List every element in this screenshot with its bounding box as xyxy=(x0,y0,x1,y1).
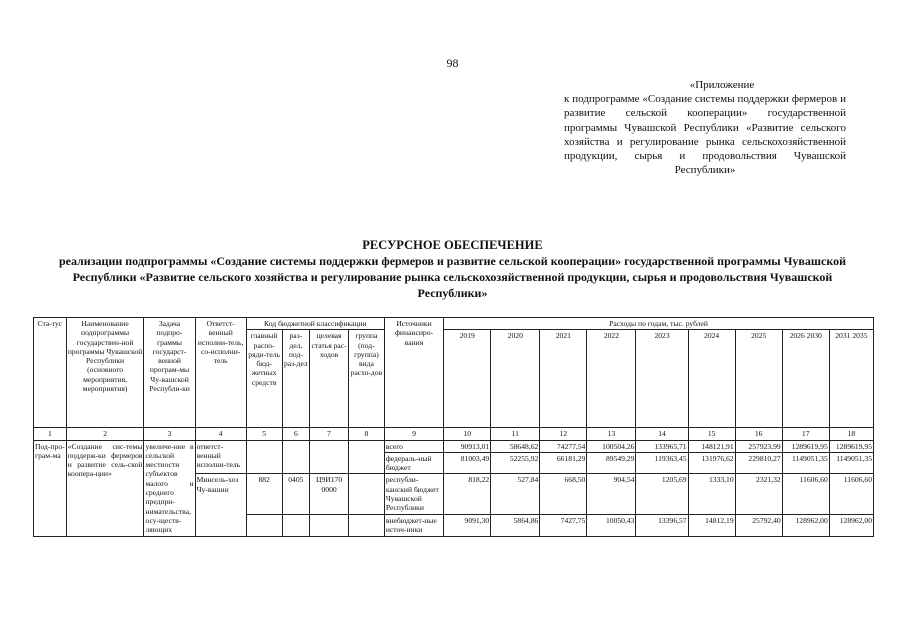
header-year: 2025 xyxy=(735,330,782,428)
value-cell: 1289619,95 xyxy=(829,440,873,452)
header-bcc-section: раз-дел, под-раз-дел xyxy=(282,330,310,428)
row-executor-role: ответст-венный исполни-тель xyxy=(195,440,246,474)
column-number: 7 xyxy=(310,428,349,440)
code-cell-empty xyxy=(282,514,310,536)
header-bcc-target: целевая статья рас-ходов xyxy=(310,330,349,428)
value-cell: 81003,49 xyxy=(444,452,491,474)
code-cell-empty xyxy=(310,514,349,536)
column-number-row xyxy=(34,428,874,440)
code-section: 0405 xyxy=(282,474,310,514)
header-bcc: Код бюджетной классификации xyxy=(246,318,384,330)
value-cell: 7427,75 xyxy=(540,514,587,536)
header-year: 2026 2030 xyxy=(782,330,829,428)
header-bcc-group: группа (под-группа) вида расхо-дов xyxy=(349,330,385,428)
column-number: 17 xyxy=(782,428,829,440)
code-main: 882 xyxy=(246,474,282,514)
row-status: Под-про-грам-ма xyxy=(34,440,67,536)
column-number: 9 xyxy=(384,428,443,440)
value-cell: 74277,54 xyxy=(540,440,587,452)
header-year: 2022 xyxy=(587,330,636,428)
source-label: всего xyxy=(384,440,443,452)
header-executor: Ответст-венный исполни-тель, со-исполни-тель xyxy=(195,318,246,428)
header-year: 2031 2035 xyxy=(829,330,873,428)
value-cell: 1205,69 xyxy=(636,474,688,514)
row-task: увеличе-ние в сельской местности субъектов малого и среднего предпри-нимательства, осу-ществ-ляющих xyxy=(145,441,194,535)
column-number: 1 xyxy=(34,428,67,440)
row-name: «Создание сис-темы поддерж-ки фермеров и развитие сель-ской коопера-ции» xyxy=(66,440,144,536)
header-sources: Источники финансиро-вания xyxy=(384,318,443,428)
value-cell: 818,22 xyxy=(444,474,491,514)
value-cell: 1149051,35 xyxy=(782,452,829,474)
header-bcc-main: главный распо-ряди-тель бюд-жетных средств xyxy=(246,330,282,428)
code-cell-empty xyxy=(349,440,385,474)
code-cell-empty xyxy=(282,440,310,474)
column-number: 4 xyxy=(195,428,246,440)
value-cell: 100504,26 xyxy=(587,440,636,452)
resource-table xyxy=(33,317,874,537)
value-cell: 904,54 xyxy=(587,474,636,514)
value-cell: 13396,57 xyxy=(636,514,688,536)
value-cell: 5864,86 xyxy=(491,514,540,536)
column-number: 6 xyxy=(282,428,310,440)
source-label: внебюджет-ные источ-ники xyxy=(384,514,443,536)
code-target: Ц9И170 0000 xyxy=(310,474,349,514)
value-cell: 148121,91 xyxy=(688,440,735,452)
code-cell-empty xyxy=(310,440,349,474)
header-status: Ста-тус xyxy=(34,318,67,428)
appendix-body: к подпрограмме «Создание системы поддержки фермеров и развитие сельской кооперации» государственной программы Чувашской Республики «Развитие сельского хозяйства и регулирование рынка сельскохозяйственной продукции, сырья и продовольствия Чувашской Республики» xyxy=(564,93,846,177)
code-group xyxy=(349,474,385,514)
column-number: 3 xyxy=(144,428,195,440)
column-number: 13 xyxy=(587,428,636,440)
value-cell: 58648,62 xyxy=(491,440,540,452)
value-cell: 90913,01 xyxy=(444,440,491,452)
value-cell: 89549,29 xyxy=(587,452,636,474)
header-year: 2023 xyxy=(636,330,688,428)
value-cell: 10050,43 xyxy=(587,514,636,536)
value-cell: 2321,32 xyxy=(735,474,782,514)
table-row xyxy=(34,440,874,452)
column-number: 15 xyxy=(688,428,735,440)
source-label: федераль-ный бюджет xyxy=(384,452,443,474)
header-year: 2021 xyxy=(540,330,587,428)
value-cell: 527,84 xyxy=(491,474,540,514)
value-cell: 257923,99 xyxy=(735,440,782,452)
column-number: 16 xyxy=(735,428,782,440)
header-row-1 xyxy=(34,318,874,330)
value-cell: 229810,27 xyxy=(735,452,782,474)
value-cell: 119363,45 xyxy=(636,452,688,474)
value-cell: 52255,92 xyxy=(491,452,540,474)
column-number: 5 xyxy=(246,428,282,440)
title-subtitle: реализации подпрограммы «Создание системы поддержки фермеров и развитие сельской кооперации» государственной программы Чувашской Республики «Развитие сельского хозяйства и регулирование рынка сельскохозяйственной продукции, сырья и продовольствия Чувашской Республики» xyxy=(58,254,847,300)
value-cell: 128962,00 xyxy=(829,514,873,536)
document-title xyxy=(40,237,865,301)
value-cell: 133965,71 xyxy=(636,440,688,452)
value-cell: 25792,40 xyxy=(735,514,782,536)
column-number: 2 xyxy=(66,428,144,440)
value-cell: 131976,62 xyxy=(688,452,735,474)
column-number: 18 xyxy=(829,428,873,440)
header-expenses: Расходы по годам, тыс. рублей xyxy=(444,318,874,330)
header-year: 2024 xyxy=(688,330,735,428)
value-cell: 1289619,95 xyxy=(782,440,829,452)
value-cell: 11606,60 xyxy=(782,474,829,514)
value-cell: 1149051,35 xyxy=(829,452,873,474)
value-cell: 668,50 xyxy=(540,474,587,514)
source-label: республи-канский бюджет Чувашской Республики xyxy=(384,474,443,514)
code-cell-empty xyxy=(246,514,282,536)
code-cell-empty xyxy=(246,440,282,474)
value-cell: 128962,00 xyxy=(782,514,829,536)
column-number: 10 xyxy=(444,428,491,440)
value-cell: 1333,10 xyxy=(688,474,735,514)
value-cell: 14812,19 xyxy=(688,514,735,536)
code-cell-empty xyxy=(349,514,385,536)
header-year: 2020 xyxy=(491,330,540,428)
appendix-note xyxy=(564,78,846,177)
row-executor-name: Минсель-хоз Чу-вашии xyxy=(195,474,246,536)
column-number: 11 xyxy=(491,428,540,440)
value-cell: 66181,29 xyxy=(540,452,587,474)
column-number: 8 xyxy=(349,428,385,440)
header-name: Наименование подпрограммы государствен-ной программы Чувашской Республики (основного мероприятия, мероприятия) xyxy=(66,318,144,428)
header-task: Задача подпро-граммы государст-венной програм-мы Чу-вашской Республи-ки xyxy=(144,318,195,428)
page-number: 98 xyxy=(446,56,459,70)
value-cell: 11606,60 xyxy=(829,474,873,514)
appendix-first-line: «Приложение xyxy=(689,79,755,91)
header-year: 2019 xyxy=(444,330,491,428)
column-number: 12 xyxy=(540,428,587,440)
title-main: РЕСУРСНОЕ ОБЕСПЕЧЕНИЕ xyxy=(362,238,543,252)
value-cell: 9091,30 xyxy=(444,514,491,536)
column-number: 14 xyxy=(636,428,688,440)
